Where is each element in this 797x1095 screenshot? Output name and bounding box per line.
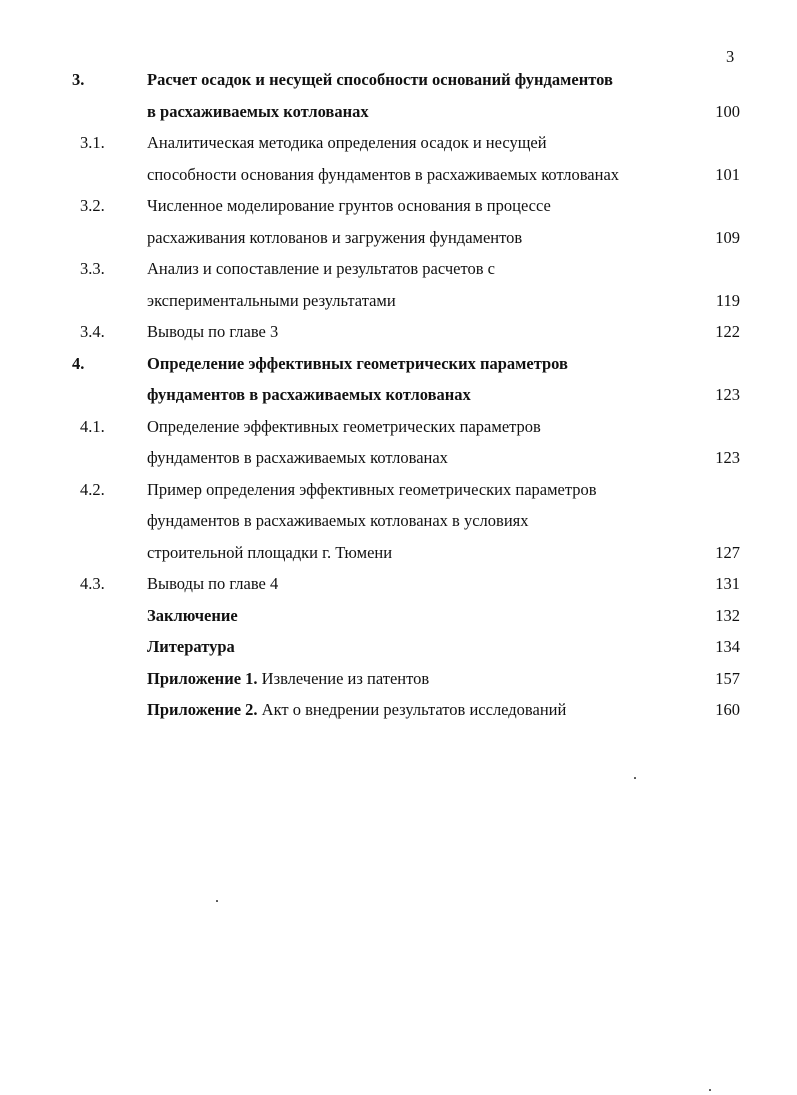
section-title: Анализ и сопоставление и результатов расчетов с — [147, 259, 495, 278]
toc-line — [0, 568, 797, 600]
section-number: 3. — [72, 70, 85, 89]
toc-entry — [0, 316, 797, 348]
toc-line — [0, 537, 797, 569]
page-ref: 134 — [715, 637, 740, 656]
toc-line — [0, 663, 797, 695]
toc-line — [0, 379, 797, 411]
back-matter-title: Литература — [147, 637, 235, 656]
section-number: 4.3. — [80, 574, 105, 593]
page-ref: 109 — [715, 227, 740, 247]
back-matter-title: Приложение 1. — [147, 668, 258, 688]
toc-line — [0, 64, 797, 96]
toc-line — [0, 316, 797, 348]
page-ref: 123 — [715, 385, 740, 404]
section-title: способности основания фундаментов в расхаживаемых котлованах — [147, 164, 620, 184]
section-number: 3.4. — [80, 322, 105, 341]
toc-line — [0, 474, 797, 506]
toc-entry — [0, 127, 797, 190]
back-matter-entry — [147, 600, 238, 632]
page-ref: 160 — [715, 700, 740, 719]
back-matter-subtitle: Извлечение из патентов — [257, 668, 430, 688]
scan-speck — [216, 900, 218, 902]
section-title: строительной площадки г. Тюмени — [147, 542, 393, 562]
section-title: фундаментов в расхаживаемых котлованах — [147, 385, 471, 404]
toc-entry — [0, 253, 797, 316]
page-ref: 122 — [715, 322, 740, 341]
section-number: 3.2. — [80, 196, 105, 215]
section-number: 4.2. — [80, 479, 105, 499]
toc-entry — [0, 411, 797, 474]
back-matter-entry — [147, 631, 235, 663]
section-title: Аналитическая методика определения осадок и несущей — [147, 133, 547, 152]
table-of-contents — [0, 64, 797, 726]
section-title: Выводы по главе 3 — [147, 322, 279, 341]
toc-line — [0, 285, 797, 317]
toc-line — [0, 222, 797, 254]
back-matter-entry — [147, 694, 566, 726]
page-ref: 101 — [715, 164, 740, 184]
back-matter-subtitle: Акт о внедрении результатов исследований — [257, 700, 567, 719]
back-matter-title: Приложение 2. — [147, 700, 258, 719]
page-ref: 119 — [715, 290, 740, 310]
page-ref: 123 — [715, 448, 740, 467]
toc-entry — [0, 64, 797, 127]
section-title: Пример определения эффективных геометрических параметров — [147, 479, 597, 499]
toc-line — [0, 694, 797, 726]
back-matter-entry — [147, 663, 429, 695]
section-title: Выводы по главе 4 — [147, 574, 279, 593]
back-matter-title: Заключение — [147, 605, 238, 625]
toc-line — [0, 159, 797, 191]
toc-line — [0, 96, 797, 128]
page-ref: 100 — [715, 101, 740, 121]
toc-line — [0, 348, 797, 380]
section-title: экспериментальными результатами — [147, 290, 396, 310]
toc-entry — [0, 474, 797, 569]
toc-entry — [0, 190, 797, 253]
section-number: 4. — [72, 353, 85, 373]
toc-line — [0, 127, 797, 159]
section-title: Определение эффективных геометрических параметров — [147, 353, 568, 373]
toc-line — [0, 600, 797, 632]
toc-line — [0, 253, 797, 285]
toc-line — [0, 411, 797, 443]
toc-line — [0, 190, 797, 222]
section-title: Численное моделирование грунтов основания в процессе — [147, 196, 551, 215]
toc-line — [0, 631, 797, 663]
page-ref: 127 — [715, 542, 740, 562]
section-number: 4.1. — [80, 416, 105, 436]
section-title: фундаментов в расхаживаемых котлованах — [147, 448, 448, 467]
toc-line — [0, 505, 797, 537]
section-title: в расхаживаемых котлованах — [147, 101, 369, 121]
page-ref: 132 — [715, 605, 740, 625]
section-title: расхаживания котлованов и загружения фундаментов — [147, 227, 523, 247]
section-title: Определение эффективных геометрических параметров — [147, 416, 541, 436]
section-title: фундаментов в расхаживаемых котлованах в условиях — [147, 511, 529, 530]
toc-line — [0, 442, 797, 474]
toc-entry — [0, 348, 797, 411]
page-ref: 131 — [715, 574, 740, 593]
page-number: 3 — [726, 47, 735, 66]
scan-speck — [634, 777, 636, 779]
section-number: 3.1. — [80, 133, 105, 152]
toc-entry — [0, 568, 797, 600]
section-title: Расчет осадок и несущей способности оснований фундаментов — [147, 70, 613, 89]
page-ref: 157 — [715, 668, 740, 688]
section-number: 3.3. — [80, 259, 105, 278]
scan-speck — [709, 1089, 711, 1091]
